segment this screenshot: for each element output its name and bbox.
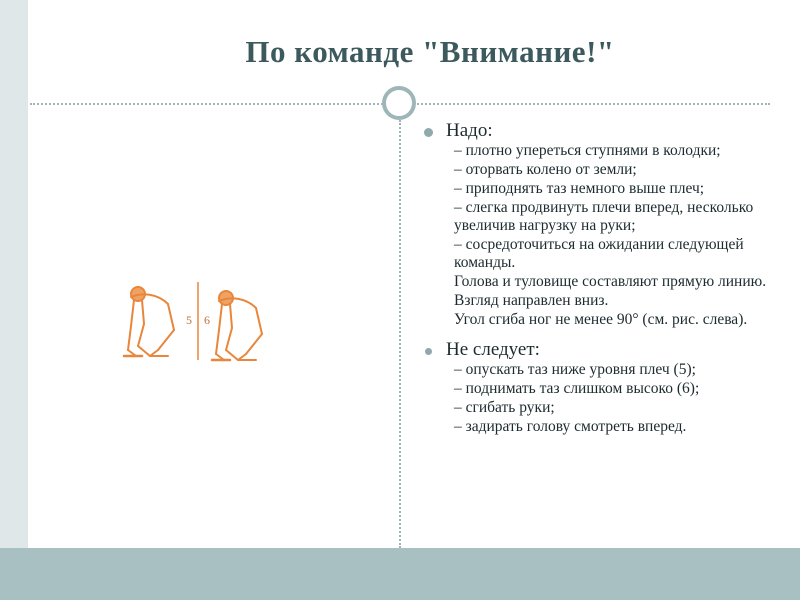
list-item: – опускать таз ниже уровня плеч (5); xyxy=(454,361,696,378)
list-item: – слегка продвинуть плечи вперед, несколько увеличив нагрузку на руки; xyxy=(454,199,754,234)
left-accent-strip xyxy=(0,0,28,548)
figure-image xyxy=(98,264,304,380)
bullet-heading-must-not: Не следует: xyxy=(446,339,540,360)
page-title: По команде "Внимание!" xyxy=(245,34,615,69)
list-item: Взгляд направлен вниз. xyxy=(454,292,609,309)
bullet-heading-must: Надо: xyxy=(446,120,493,141)
bullet-dot-icon xyxy=(425,348,432,355)
list-item: – сосредоточиться на ожидании следующей команды. xyxy=(454,236,744,271)
list-item: – оторвать колено от земли; xyxy=(454,161,637,178)
list-item: – плотно упереться ступнями в колодки; xyxy=(454,142,721,159)
bullet-block-must-not xyxy=(424,339,776,436)
list-item: Голова и туловище составляют прямую линию. xyxy=(454,273,767,290)
list-item: – приподнять таз немного выше плеч; xyxy=(454,180,705,197)
figure-label-left: 5 xyxy=(186,313,192,327)
bottom-band xyxy=(0,548,800,600)
sub-list-must xyxy=(454,142,776,329)
list-item: Угол сгиба ног не менее 90° (см. рис. слева). xyxy=(454,311,748,328)
content-text-column xyxy=(424,120,776,446)
decorative-circle xyxy=(382,86,416,120)
bullet-dot-icon xyxy=(424,128,433,137)
list-item: – сгибать руки; xyxy=(454,399,555,416)
list-item: – задирать голову смотреть вперед. xyxy=(454,418,687,435)
vertical-divider xyxy=(399,120,401,548)
sub-list-must-not xyxy=(454,361,776,436)
bullet-block-must xyxy=(424,120,776,329)
figure-label-right: 6 xyxy=(204,313,210,327)
list-item: – поднимать таз слишком высоко (6); xyxy=(454,380,700,397)
